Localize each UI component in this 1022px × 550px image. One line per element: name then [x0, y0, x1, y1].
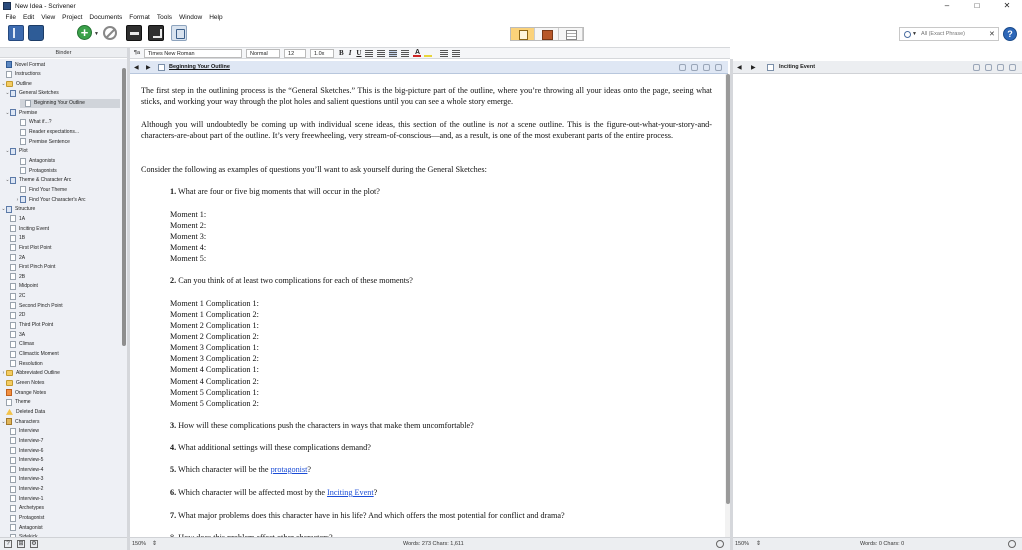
main-toolbar	[0, 23, 1022, 45]
binder-item-label: Interview-2	[19, 486, 44, 493]
complication-line: Moment 2 Complication 1:	[170, 321, 259, 330]
binder-item-label: 2A	[19, 254, 26, 261]
binder-item[interactable]	[5, 147, 28, 156]
moment-line: Moment 2:	[170, 221, 207, 230]
binder-item-label: Second Pinch Point	[19, 302, 63, 309]
binder-item[interactable]	[1, 70, 41, 79]
binder-item-label: Outline	[16, 80, 32, 87]
binder-item-label: Novel Format	[15, 61, 46, 68]
back-arrow-icon[interactable]: ◀	[134, 64, 139, 71]
trash-icon	[6, 409, 13, 415]
menu-window[interactable]: Window	[179, 14, 203, 21]
menu-help[interactable]: Help	[209, 14, 223, 21]
binder-item-label: What if...?	[29, 119, 52, 126]
stack-icon	[6, 206, 12, 213]
stack-icon	[20, 196, 26, 203]
doc-icon	[10, 466, 16, 473]
binder-item[interactable]	[5, 243, 52, 252]
binder-item-label: Instructions	[15, 71, 41, 78]
right-bookmark-icon[interactable]	[973, 64, 980, 71]
collapse-chevron-icon[interactable]: ›	[2, 370, 5, 377]
search-options-chevron-icon[interactable]: ▼	[912, 31, 917, 37]
compose-mode-icon[interactable]	[148, 25, 164, 41]
binder-item[interactable]	[5, 292, 25, 301]
binder-item-label: 3A	[19, 331, 26, 338]
binder-item[interactable]	[1, 378, 44, 387]
binder-item[interactable]	[15, 118, 52, 127]
binder-item[interactable]	[5, 311, 25, 320]
document-icon	[158, 64, 165, 71]
right-target-icon[interactable]	[1008, 540, 1016, 548]
folder-icon	[6, 380, 13, 386]
right-history-icon[interactable]	[985, 64, 992, 71]
doc-icon	[10, 351, 16, 358]
binder-item-label: Find Your Character's Arc	[29, 196, 86, 203]
question-6: 6. Which character will be affected most by the Inciting Event?	[170, 488, 378, 497]
binder-item[interactable]	[5, 359, 43, 368]
question-4: 4. What additional settings will these complications demand?	[170, 443, 371, 452]
maximize-button[interactable]: □	[974, 1, 980, 10]
text-color-icon[interactable]: A	[414, 49, 421, 56]
paragraph-1: The first step in the outlining process is the “General Sketches.” This is the big-picture part of the outline, where you’re throwing all your ideas onto the page, seeing what sticks, and working your way through the plot holes and salient questions until you can see a whole story emerge.	[141, 86, 712, 106]
binder-item[interactable]	[5, 514, 44, 523]
binder-item-label: Plot	[19, 148, 28, 155]
binder-item[interactable]	[5, 504, 44, 513]
binder-item[interactable]	[5, 340, 34, 349]
binder-item[interactable]	[5, 89, 59, 98]
binder-item[interactable]	[1, 417, 39, 426]
list-icon[interactable]	[452, 50, 460, 57]
binder-item[interactable]	[1, 79, 32, 88]
binder-item-label: Archetypes	[19, 505, 45, 512]
binder-item[interactable]	[1, 60, 45, 69]
forward-arrow-icon[interactable]: ▶	[146, 64, 151, 71]
binder-item-label: 2C	[19, 293, 26, 300]
align-center-icon[interactable]	[377, 50, 385, 57]
doc-icon	[6, 399, 12, 406]
window-title: New Idea - Scrivener	[15, 2, 76, 10]
doc-icon	[10, 447, 16, 454]
add-document-button[interactable]: +	[77, 25, 92, 40]
line-spacing-select[interactable]: 1.0x	[310, 49, 334, 58]
help-button[interactable]: ?	[1003, 27, 1017, 41]
bold-button[interactable]: B	[339, 49, 344, 57]
corkboard-mode-button[interactable]	[535, 28, 559, 40]
binder-item-label: Reader expectations...	[29, 129, 80, 136]
binder-item[interactable]	[5, 321, 53, 330]
delete-icon[interactable]	[103, 26, 117, 40]
binder-item-label: Resolution	[19, 360, 43, 367]
binder-item[interactable]	[15, 137, 70, 146]
search-icon[interactable]	[904, 31, 911, 38]
binder-item-label: Antagonists	[29, 158, 56, 164]
doc-icon	[10, 264, 16, 271]
doc-icon	[10, 244, 16, 251]
binder-item-label: 1B	[19, 235, 26, 242]
doc-icon	[10, 322, 16, 329]
complication-line: Moment 5 Complication 2:	[170, 399, 259, 408]
binder-item-label: General Sketches	[19, 90, 59, 97]
doc-icon	[10, 495, 16, 502]
add-dropdown-chevron-icon[interactable]: ▼	[94, 31, 99, 37]
binder-item-label: Protagonist	[19, 515, 45, 522]
font-family-select[interactable]: Times New Roman	[144, 49, 242, 58]
complication-line: Moment 3 Complication 1:	[170, 343, 259, 352]
search-input[interactable]	[921, 31, 987, 37]
doc-icon	[10, 524, 16, 531]
editor-doc-title[interactable]: Beginning Your Outline	[169, 64, 230, 70]
binder-item[interactable]	[5, 475, 43, 484]
doc-icon	[20, 138, 26, 145]
binder-item[interactable]	[5, 214, 25, 223]
bookmark-icon[interactable]	[679, 64, 686, 71]
expand-chevron-icon[interactable]: ⌄	[5, 109, 10, 116]
doc-icon	[10, 437, 16, 444]
project-search[interactable]	[899, 27, 999, 41]
menu-edit[interactable]: Edit	[22, 14, 35, 21]
binder-item-label: Interview-5	[19, 457, 44, 464]
moment-line: Moment 5:	[170, 254, 207, 263]
collapse-chevron-icon[interactable]: ›	[16, 196, 19, 203]
right-word-count: Words: 0 Chars: 0	[860, 541, 905, 547]
binder-tree[interactable]	[0, 59, 127, 537]
binder-item-label: Abbreviated Outline	[16, 370, 60, 377]
binder-footer	[0, 537, 127, 550]
outliner-mode-button[interactable]	[559, 28, 583, 40]
book-icon	[6, 61, 12, 68]
font-size-select[interactable]: 12	[284, 49, 306, 58]
binder-item-label: Midpoint	[19, 283, 38, 290]
binder-item[interactable]	[5, 234, 25, 243]
stack-icon	[10, 90, 16, 97]
split-horizontal-icon[interactable]	[703, 64, 710, 71]
doc-icon	[20, 186, 26, 193]
menu-file[interactable]: File	[5, 14, 16, 21]
binder-item[interactable]	[1, 205, 35, 214]
stack-icon	[10, 109, 16, 116]
binder-item[interactable]	[15, 157, 55, 166]
right-document-icon	[767, 64, 774, 71]
menu-view[interactable]: View	[41, 14, 56, 21]
binder-item-label: Climactic Moment	[19, 351, 59, 357]
binder-settings-gear-icon[interactable]: ⚙	[31, 541, 37, 547]
doc-icon	[10, 486, 16, 493]
moment-line: Moment 3:	[170, 232, 207, 241]
protagonist-link[interactable]: protagonist	[270, 465, 308, 474]
right-close-split-icon[interactable]	[1009, 64, 1016, 71]
binder-item[interactable]	[5, 456, 43, 465]
binder-item[interactable]	[5, 224, 49, 233]
binder-item-label: 1A	[19, 215, 26, 222]
paragraph-style-button[interactable]: ¶a	[134, 50, 141, 56]
binder-scrollbar[interactable]	[122, 68, 126, 346]
expand-chevron-icon[interactable]: ⌄	[5, 90, 10, 97]
right-editor-header	[733, 61, 1022, 74]
binder-item-label: Characters	[15, 418, 40, 425]
highlight-icon[interactable]	[424, 49, 432, 57]
align-left-icon[interactable]	[365, 50, 373, 57]
table-icon[interactable]	[440, 50, 448, 57]
binder-item[interactable]	[5, 465, 43, 474]
doc-icon	[10, 254, 16, 261]
doc-icon	[20, 129, 26, 136]
binder-item-label: Interview	[19, 428, 40, 435]
binder-item-label: Theme & Character Arc	[19, 177, 72, 184]
right-forward-arrow-icon[interactable]: ▶	[751, 64, 756, 71]
binder-item[interactable]	[15, 128, 79, 137]
doc-icon	[10, 360, 16, 367]
doc-icon	[10, 331, 16, 338]
binder-item-label: Structure	[15, 206, 36, 213]
editor-text-area[interactable]	[130, 74, 726, 537]
binder-help-icon[interactable]: ?	[4, 540, 12, 548]
binder-item-label: 2D	[19, 312, 26, 319]
target-icon[interactable]	[716, 540, 724, 548]
right-editor-footer	[733, 537, 1022, 550]
doc-icon	[10, 215, 16, 222]
binder-item[interactable]	[5, 446, 43, 455]
title-bar	[0, 0, 1022, 12]
binder-item[interactable]	[15, 195, 86, 204]
question-7: 7. What major problems does this character have in his life? And which offers the most potential for conflict and drama?	[170, 511, 565, 520]
menu-format[interactable]: Format	[129, 14, 150, 21]
chars-icon	[6, 418, 12, 425]
binder-item-label: Premise	[19, 109, 38, 116]
right-doc-title[interactable]: Inciting Event	[779, 64, 816, 70]
editor-header-bar	[130, 61, 728, 74]
complication-line: Moment 2 Complication 2:	[170, 332, 259, 341]
binder-item-label: Interview-7	[19, 437, 44, 444]
history-icon[interactable]	[691, 64, 698, 71]
complication-line: Moment 4 Complication 1:	[170, 365, 259, 374]
right-editor-text-area[interactable]	[733, 74, 1022, 537]
binder-item[interactable]	[1, 407, 45, 416]
complication-line: Moment 4 Complication 2:	[170, 377, 259, 386]
format-bar	[130, 47, 730, 59]
binder-toggle-icon[interactable]	[8, 25, 24, 41]
doc-icon	[25, 100, 31, 107]
right-zoom-select[interactable]: 150%	[735, 541, 750, 547]
complication-line: Moment 1 Complication 1:	[170, 299, 259, 308]
complication-line: Moment 1 Complication 2:	[170, 310, 259, 319]
doc-icon	[10, 273, 16, 280]
binder-header: Binder	[0, 47, 127, 58]
compile-icon[interactable]	[171, 25, 187, 41]
binder-item[interactable]	[15, 166, 57, 175]
paragraph-2: Although you will undoubtedly be coming up with individual scene ideas, this section of the outline is not a scene outline. This is the figure-out-what-your-story-and-characters-are-about part of the outline. It’s very freewheeling, very stream-of-conscious—and, as a result, is one of the most exuberant parts of the entire process.	[141, 120, 712, 140]
binder-item[interactable]	[5, 494, 43, 503]
binder-item[interactable]	[5, 350, 59, 359]
binder-item[interactable]	[5, 108, 37, 117]
binder-item-label: Interview-4	[19, 466, 44, 473]
doc-icon	[6, 71, 12, 78]
clear-search-icon[interactable]: ✕	[988, 31, 995, 38]
binder-item[interactable]	[5, 427, 39, 436]
doc-icon	[10, 302, 16, 309]
binder-item-label: Third Plot Point	[19, 322, 54, 329]
minimize-button[interactable]: –	[944, 1, 950, 10]
menu-documents[interactable]: Documents	[89, 14, 123, 21]
binder-item-label: Premise Sentence	[29, 138, 70, 145]
align-justify-icon[interactable]	[389, 50, 397, 57]
close-button[interactable]: ✕	[1003, 1, 1011, 10]
binder-item-label: Interview-1	[19, 495, 44, 502]
binder-item-label: Deleted Data	[16, 408, 46, 415]
binder-item[interactable]	[5, 253, 25, 262]
binder-item-label: Protagonists	[29, 167, 57, 174]
binder-item[interactable]	[1, 369, 60, 378]
folder-icon	[6, 81, 13, 87]
binder-item-label: 2B	[19, 273, 26, 280]
binder-item-label: Green Notes	[16, 379, 45, 386]
binder-item-label: First Plot Point	[19, 244, 52, 251]
inciting-event-link[interactable]: Inciting Event	[327, 488, 374, 497]
folder-icon	[6, 370, 13, 376]
doc-icon	[10, 293, 16, 300]
right-back-arrow-icon[interactable]: ◀	[737, 64, 742, 71]
doc-icon	[20, 119, 26, 126]
question-2: 2. Can you think of at least two complications for each of these moments?	[170, 276, 413, 285]
binder-item-label: Interview-6	[19, 447, 44, 454]
menu-bar	[0, 12, 226, 23]
orange-icon	[6, 389, 12, 396]
paragraph-3: Consider the following as examples of questions you’ll want to ask yourself during the General Sketches:	[141, 165, 487, 174]
quick-reference-icon[interactable]	[126, 25, 142, 41]
zoom-stepper-icon[interactable]: ⇕	[152, 541, 158, 547]
binder-item-label: Climax	[19, 341, 35, 348]
doc-icon	[10, 341, 16, 348]
binder-item[interactable]	[5, 263, 55, 272]
doc-icon	[10, 505, 16, 512]
question-5: 5. Which character will be the protagonist?	[170, 465, 312, 474]
binder-item[interactable]	[5, 523, 43, 532]
binder-item[interactable]	[5, 330, 25, 339]
binder-item[interactable]	[20, 99, 120, 108]
align-right-icon[interactable]	[401, 50, 409, 57]
binder-item[interactable]	[1, 388, 46, 397]
binder-item[interactable]	[5, 436, 43, 445]
binder-item[interactable]	[5, 282, 38, 291]
complication-line: Moment 3 Complication 2:	[170, 354, 259, 363]
binder-item[interactable]	[5, 176, 71, 185]
binder-item-label: Interview-3	[19, 476, 44, 483]
stack-icon	[10, 177, 16, 184]
menu-tools[interactable]: Tools	[156, 14, 173, 21]
binder-item[interactable]	[5, 301, 63, 310]
binder-item-label: Find Your Theme	[29, 186, 67, 193]
expand-chevron-icon[interactable]: ⌄	[5, 177, 10, 184]
binder-item[interactable]	[5, 485, 43, 494]
doc-icon	[10, 428, 16, 435]
stack-icon	[10, 148, 16, 155]
expand-chevron-icon[interactable]: ⌄	[1, 80, 6, 87]
collections-icon[interactable]	[28, 25, 44, 41]
menu-project[interactable]: Project	[62, 14, 83, 21]
doc-icon	[20, 167, 26, 174]
binder-add-icon[interactable]: ⊞	[18, 541, 24, 547]
right-zoom-stepper-icon[interactable]: ⇕	[756, 541, 762, 547]
binder-item-label: Theme	[15, 399, 31, 406]
binder-item[interactable]	[5, 272, 25, 281]
doc-icon	[10, 476, 16, 483]
scrivener-app-icon	[3, 2, 11, 10]
expand-chevron-icon[interactable]: ⌄	[1, 206, 6, 213]
moment-line: Moment 4:	[170, 243, 207, 252]
doc-icon	[10, 283, 16, 290]
binder-item[interactable]	[15, 185, 67, 194]
doc-icon	[10, 225, 16, 232]
font-weight-select[interactable]: Normal	[246, 49, 280, 58]
binder-item-label: First Pinch Point	[19, 264, 56, 271]
editor-zoom-select[interactable]: 150%	[132, 541, 147, 547]
binder-item-label: Inciting Event	[19, 225, 50, 232]
expand-chevron-icon[interactable]: ⌄	[1, 418, 6, 425]
moment-line: Moment 1:	[170, 210, 207, 219]
expand-chevron-icon[interactable]: ⌄	[5, 148, 10, 155]
doc-icon	[10, 312, 16, 319]
doc-icon	[10, 457, 16, 464]
doc-icon	[10, 515, 16, 522]
doc-icon	[20, 158, 26, 165]
binder-item-label: Antagonist	[19, 524, 43, 531]
binder-item[interactable]	[1, 398, 31, 407]
complication-line: Moment 5 Complication 1:	[170, 388, 259, 397]
view-mode-group	[510, 27, 584, 41]
binder-item-label: Beginning Your Outline	[34, 100, 85, 107]
binder-item-label: Orange Notes	[15, 389, 47, 396]
question-3: 3. How will these complications push the characters in ways that make them uncomfortable?	[170, 421, 474, 430]
editor-footer	[130, 537, 730, 550]
doc-icon	[10, 235, 16, 242]
scrivenings-mode-button[interactable]	[511, 28, 535, 40]
question-1: 1. What are four or five big moments that will occur in the plot?	[170, 187, 380, 196]
right-split-icon[interactable]	[997, 64, 1004, 71]
split-vertical-icon[interactable]	[715, 64, 722, 71]
underline-button[interactable]: U	[356, 49, 362, 57]
italic-button[interactable]: I	[348, 49, 352, 57]
editor-word-count: Words: 273 Chars: 1,611	[403, 541, 464, 547]
